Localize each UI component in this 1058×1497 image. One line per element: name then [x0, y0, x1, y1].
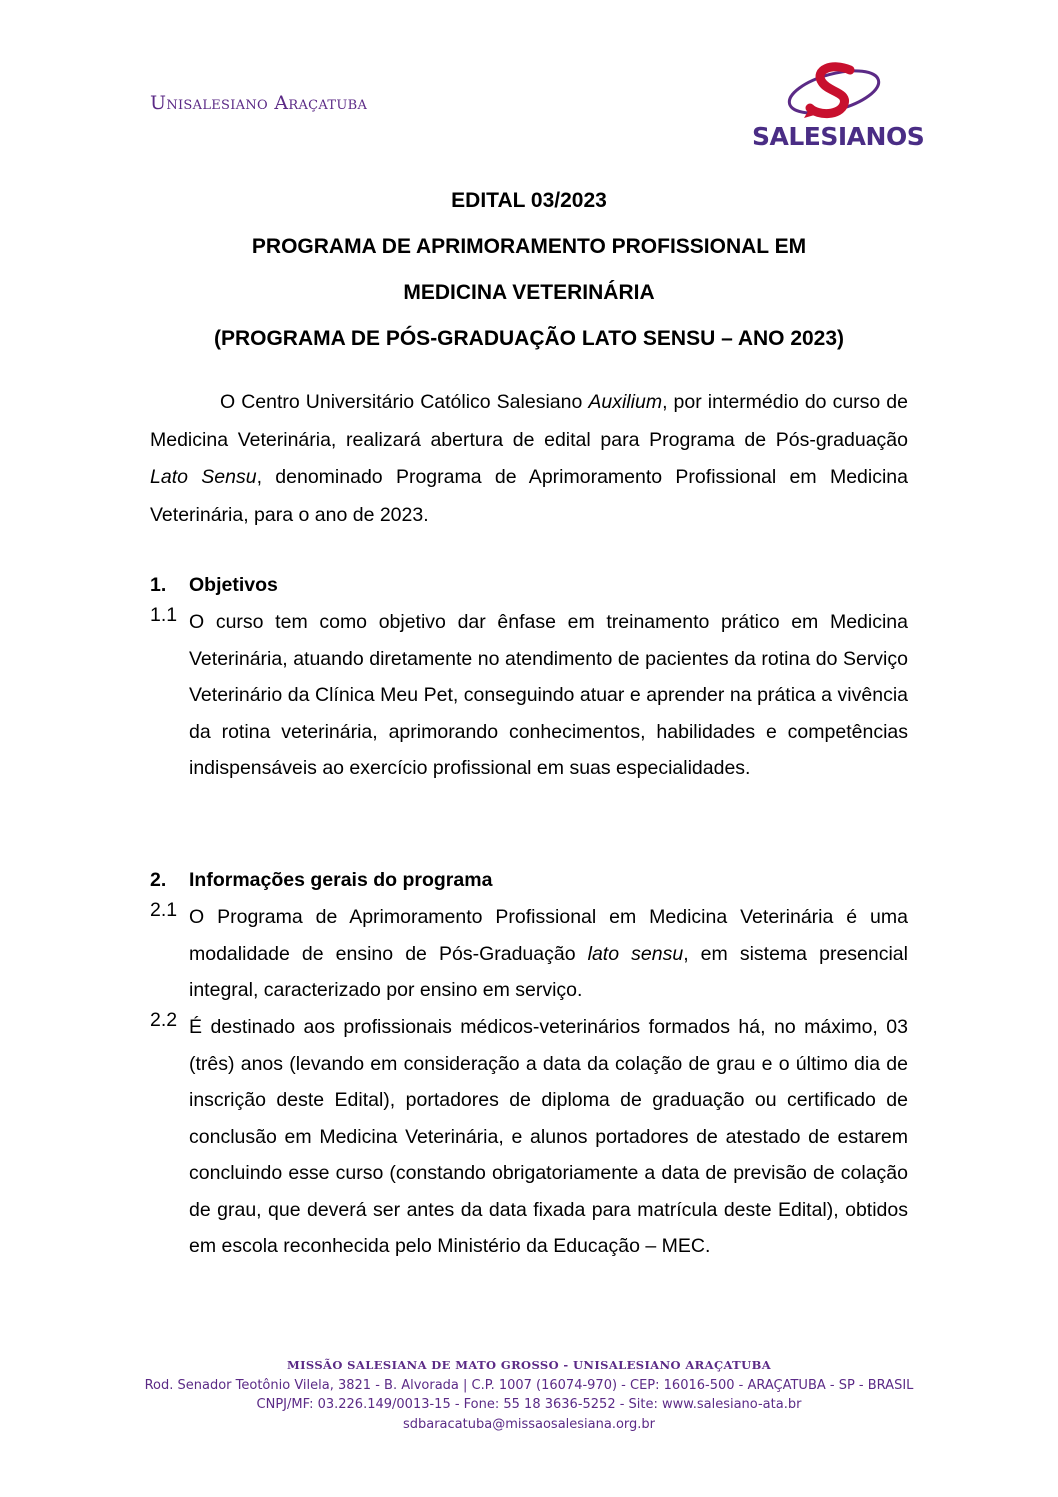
item-2-1-text-b: , em sistema presencial integral, caracterizado por ensino em serviço.: [189, 942, 908, 1001]
item-2-1-italic: lato sensu: [587, 942, 684, 965]
item-2-1: [150, 899, 908, 1009]
intro-italic-1: Auxilium: [588, 391, 663, 413]
footer-address: Rod. Senador Teotônio Vilela, 3821 - B. Alvorada | C.P. 1007 (16074-970) - CEP: 16016-500 - ARAÇATUBA - SP - BRASIL: [144, 1377, 914, 1393]
intro-text-2: , por intermédio do curso de Medicina Veterinária, realizará abertura de edital para Programa de Pós-graduação: [150, 391, 908, 451]
title-block: [100, 178, 958, 362]
salesianos-s-icon: [752, 62, 912, 124]
page-footer: [100, 1356, 958, 1434]
section-2-title: Informações gerais do programa: [189, 869, 493, 891]
edital-number: EDITAL 03/2023: [451, 189, 607, 212]
section-1-heading: [150, 574, 278, 597]
item-1-1: [150, 604, 908, 787]
item-2-1-text: [189, 899, 908, 1009]
intro-text-1: O Centro Universitário Católico Salesiano: [220, 391, 589, 413]
item-1-1-text: O curso tem como objetivo dar ênfase em treinamento prático em Medicina Veterinária, atuando diretamente no atendimento de pacientes da rotina do Serviço Veterinário da Clínica Meu Pet, conseguindo atuar e aprender na prática a vivência da rotina veterinária, aprimorando conhecimentos, habilidades e competências indispensáveis ao exercício profissional em suas especialidades.: [189, 611, 908, 779]
intro-italic-2: Lato Sensu: [150, 466, 257, 488]
item-2-2: [150, 1009, 908, 1265]
item-2-2-number: 2.2: [150, 1009, 178, 1031]
section-1-number: 1.: [150, 574, 167, 596]
item-2-2-text: É destinado aos profissionais médicos-veterinários formados há, no máximo, 03 (três) anos (levando em consideração a data da colação de grau e o último dia de inscrição deste Edital), portadores de diploma de graduação ou certificado de conclusão em Medicina Veterinária, e alunos portadores de atestado de estarem concluindo esse curso (constando obrigatoriamente a data de previsão de colação de grau, que deverá ser antes da data fixada para matrícula deste Edital), obtidos em escola reconhecida pelo Ministério da Educação – MEC.: [189, 1016, 908, 1257]
salesianos-logo: [752, 62, 925, 152]
section-2-heading: [150, 869, 492, 892]
program-title-line1: PROGRAMA DE APRIMORAMENTO PROFISSIONAL EM: [251, 235, 807, 258]
item-2-1-number: 2.1: [150, 899, 178, 921]
logo-text: SALESIANOS: [752, 122, 925, 151]
item-1-1-number: 1.1: [150, 604, 178, 626]
item-2-1-text-a: O Programa de Aprimoramento Profissional em Medicina Veterinária é uma modalidade de ensino de Pós-Graduação: [189, 906, 908, 965]
section-2-number: 2.: [150, 869, 167, 891]
section-1-title: Objetivos: [189, 574, 278, 596]
intro-paragraph: [150, 384, 908, 534]
footer-email: sdbaracatuba@missaosalesiana.org.br: [402, 1416, 656, 1432]
footer-organization: MISSÃO SALESIANA DE MATO GROSSO - UNISALESIANO ARAÇATUBA: [286, 1358, 772, 1372]
program-subtitle: (PROGRAMA DE PÓS-GRADUAÇÃO LATO SENSU – ANO 2023): [213, 327, 845, 350]
footer-contact: CNPJ/MF: 03.226.149/0013-15 - Fone: 55 18 3636-5252 - Site: www.salesiano-ata.br: [256, 1397, 802, 1412]
program-title-line2: MEDICINA VETERINÁRIA: [403, 281, 655, 304]
intro-text-3: , denominado Programa de Aprimoramento Profissional em Medicina Veterinária, para o ano de 2023.: [150, 466, 908, 526]
institution-name: Unisalesiano Araçatuba: [150, 92, 368, 114]
